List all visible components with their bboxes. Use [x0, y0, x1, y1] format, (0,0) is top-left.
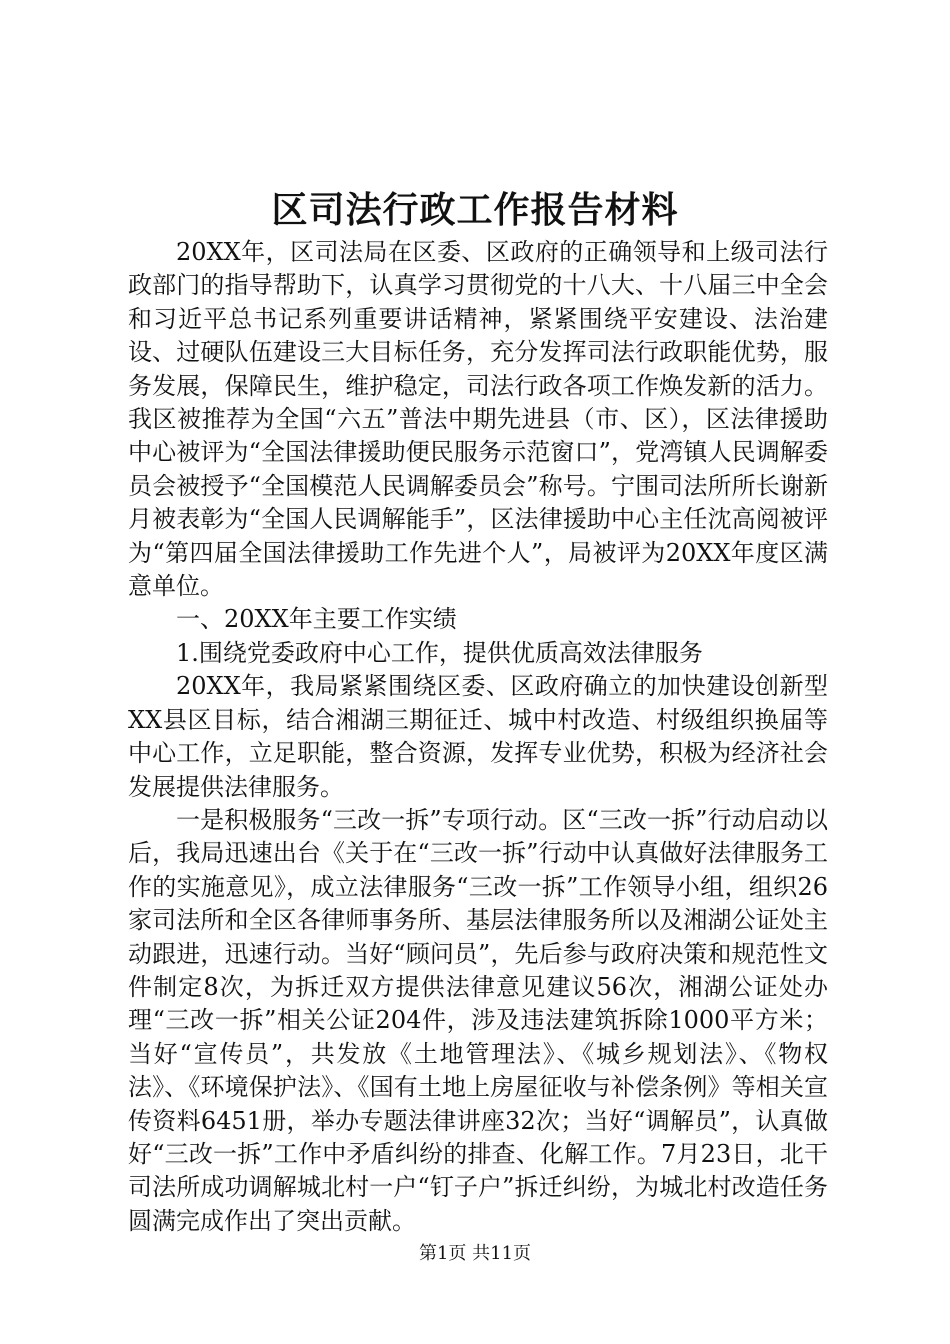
page-footer: 第1页 共11页 — [418, 1243, 532, 1264]
subsection-heading: 1.围绕党委政府中心工作，提供优质高效法律服务 — [176, 638, 703, 667]
section-heading: 一、20XX年主要工作实绩 — [176, 605, 457, 634]
paragraph-detail: 一是积极服务“三改一拆”专项行动。区“三改一拆”行动启动以后，我局迅速出台《关于在“三改一拆”行动中认真做好法律服务工作的实施意见》，成立法律服务“三改一拆”工作领导小组，组织26家司法所和全区各律师事务所、基层法律服务所以及湘湖公证处主动跟进，迅速行动。当好“顾问员”，先后参与政府决策和规范性文件制定8次，为拆迁双方提供法律意见建议56次，湘湖公证处办理“三改一拆”相关公证204件，涉及违法建筑拆除1000平方米；当好“宣传员”，共发放《土地管理法》、《城乡规划法》、《物权法》、《环境保护法》、《国有土地上房屋征收与补偿条例》等相关宣传资料6451册，举办专题法律讲座32次；当好“调解员”，认真做好“三改一拆”工作中矛盾纠纷的排查、化解工作。7月23日，北干司法所成功调解城北村一户“钉子户”拆迁纠纷，为城北村改造任务圆满完成作出了突出贡献。 — [128, 805, 828, 1235]
paragraph-intro: 20XX年，区司法局在区委、区政府的正确领导和上级司法行政部门的指导帮助下，认真学习贯彻党的十八大、十八届三中全会和习近平总书记系列重要讲话精神，紧紧围绕平安建设、法治建设、过硬队伍建设三大目标任务，充分发挥司法行政职能优势，服务发展，保障民生，维护稳定，司法行政各项工作焕发新的活力。我区被推荐为全国“六五”普法中期先进县（市、区），区法律援助中心被评为“全国法律援助便民服务示范窗口”，党湾镇人民调解委员会被授予“全国模范人民调解委员会”称号。宁围司法所所长谢新月被表彰为“全国人民调解能手”，区法律援助中心主任沈高阅被评为“第四届全国法律援助工作先进个人”，局被评为20XX年度区满意单位。 — [128, 238, 828, 601]
document-body — [128, 236, 828, 1238]
page-title: 区司法行政工作报告材料 — [271, 189, 679, 231]
paragraph-summary: 20XX年，我局紧紧围绕区委、区政府确立的加快建设创新型XX县区目标，结合湘湖三期征迁、城中村改造、村级组织换届等中心工作，立足职能，整合资源，发挥专业优势，积极为经济社会发展提供法律服务。 — [128, 672, 828, 801]
